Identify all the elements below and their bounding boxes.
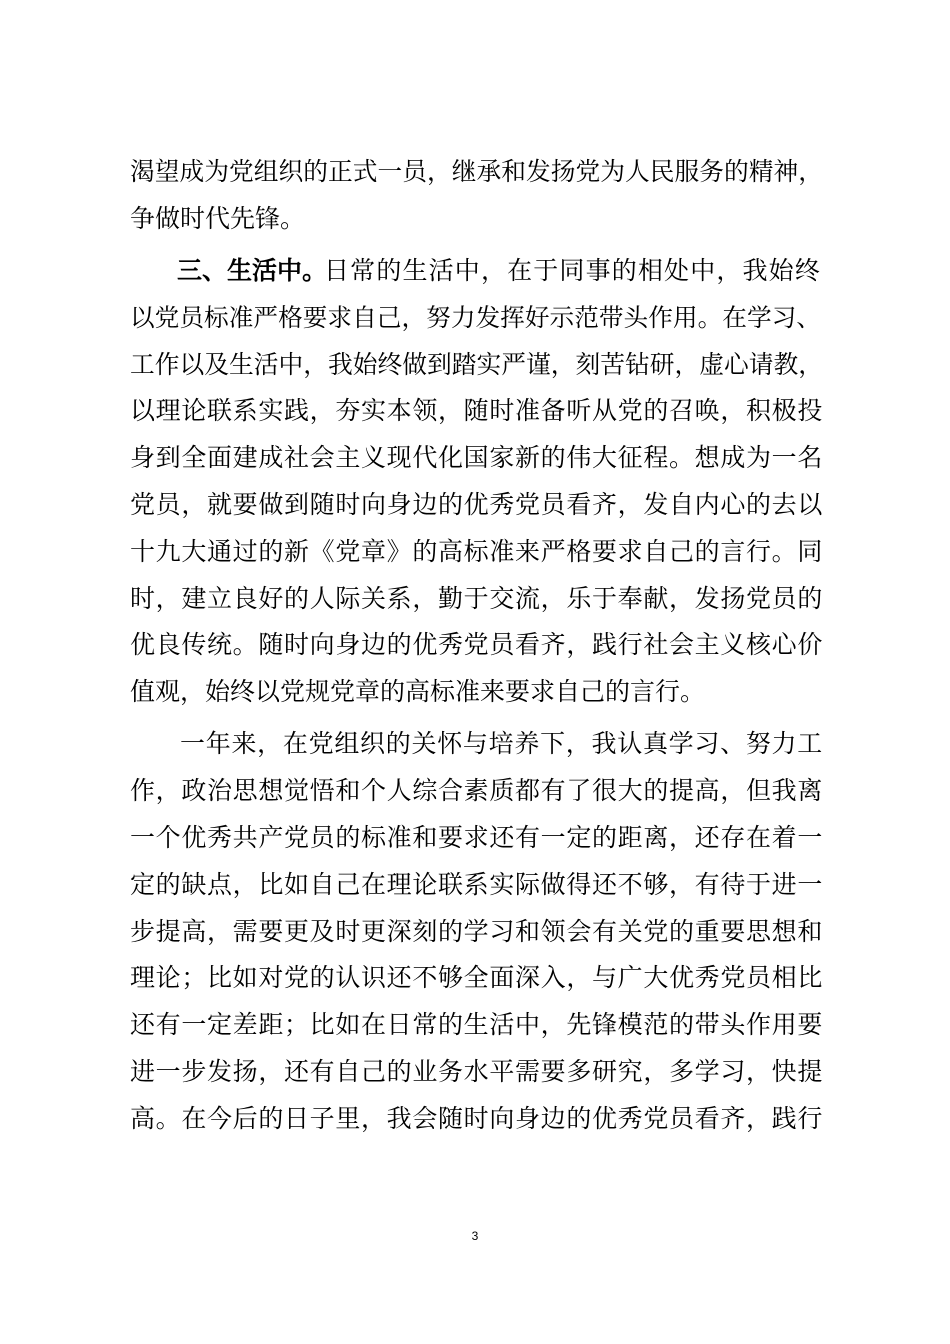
paragraph-text: 还有一定差距；比如在日常的生活中，先锋模范的带头作用要 [130, 1010, 823, 1039]
paragraph-2-line [0, 437, 950, 479]
paragraph-3-line [0, 911, 950, 953]
paragraph-1-line [0, 198, 950, 240]
paragraph-2-line [0, 297, 950, 339]
paragraph-text: 日常的生活中，在于同事的相处中，我始终 [324, 256, 821, 285]
paragraph-3-line [0, 1098, 950, 1140]
paragraph-text: 渴望成为党组织的正式一员，继承和发扬党为人民服务的精神， [130, 157, 823, 186]
paragraph-2-line [0, 250, 950, 292]
paragraph-3-line [0, 864, 950, 906]
paragraph-2-line [0, 390, 950, 432]
paragraph-3-line [0, 817, 950, 859]
paragraph-text: 一年来，在党组织的关怀与培养下，我认真学习、努力工 [180, 729, 823, 758]
paragraph-text: 时，建立良好的人际关系，勤于交流，乐于奉献，发扬党员的 [130, 584, 823, 613]
paragraph-3-line [0, 1004, 950, 1046]
paragraph-3-line [0, 770, 950, 812]
paragraph-2-line [0, 624, 950, 666]
paragraph-1-line [0, 151, 950, 193]
paragraph-3-line [0, 1051, 950, 1093]
page-number: 3 [471, 1229, 479, 1243]
section-heading: 三、生活中。 [177, 256, 328, 285]
paragraph-2-line [0, 484, 950, 526]
paragraph-text: 一个优秀共产党员的标准和要求还有一定的距离，还存在着一 [130, 823, 823, 852]
paragraph-text: 步提高，需要更及时更深刻的学习和领会有关党的重要思想和 [130, 917, 823, 946]
paragraph-text: 争做时代先锋。 [130, 204, 306, 233]
paragraph-text: 工作以及生活中，我始终做到踏实严谨，刻苦钻研，虚心请教， [130, 350, 823, 379]
paragraph-text: 党员，就要做到随时向身边的优秀党员看齐，发自内心的去以 [130, 490, 823, 519]
paragraph-3-line [0, 723, 950, 765]
paragraph-text: 理论；比如对党的认识还不够全面深入，与广大优秀党员相比 [130, 963, 823, 992]
paragraph-2-line [0, 671, 950, 713]
paragraph-2-line [0, 344, 950, 386]
paragraph-2-line [0, 578, 950, 620]
paragraph-text: 以理论联系实践，夯实本领，随时准备听从党的召唤，积极投 [130, 396, 823, 425]
paragraph-text: 以党员标准严格要求自己，努力发挥好示范带头作用。在学习、 [130, 303, 821, 332]
paragraph-text: 优良传统。随时向身边的优秀党员看齐，践行社会主义核心价 [130, 630, 823, 659]
paragraph-text: 进一步发扬，还有自己的业务水平需要多研究，多学习，快提 [130, 1057, 823, 1086]
paragraph-text: 定的缺点，比如自己在理论联系实际做得还不够，有待于进一 [130, 870, 823, 899]
paragraph-text: 高。在今后的日子里，我会随时向身边的优秀党员看齐，践行 [130, 1104, 823, 1133]
paragraph-text: 身到全面建成社会主义现代化国家新的伟大征程。想成为一名 [130, 443, 823, 472]
paragraph-text: 值观，始终以党规党章的高标准来要求自己的言行。 [130, 677, 706, 706]
paragraph-3-line [0, 957, 950, 999]
paragraph-text: 作，政治思想觉悟和个人综合素质都有了很大的提高，但我离 [130, 776, 823, 805]
paragraph-2-line [0, 531, 950, 573]
paragraph-text: 十九大通过的新《党章》的高标准来严格要求自己的言行。同 [130, 537, 823, 566]
